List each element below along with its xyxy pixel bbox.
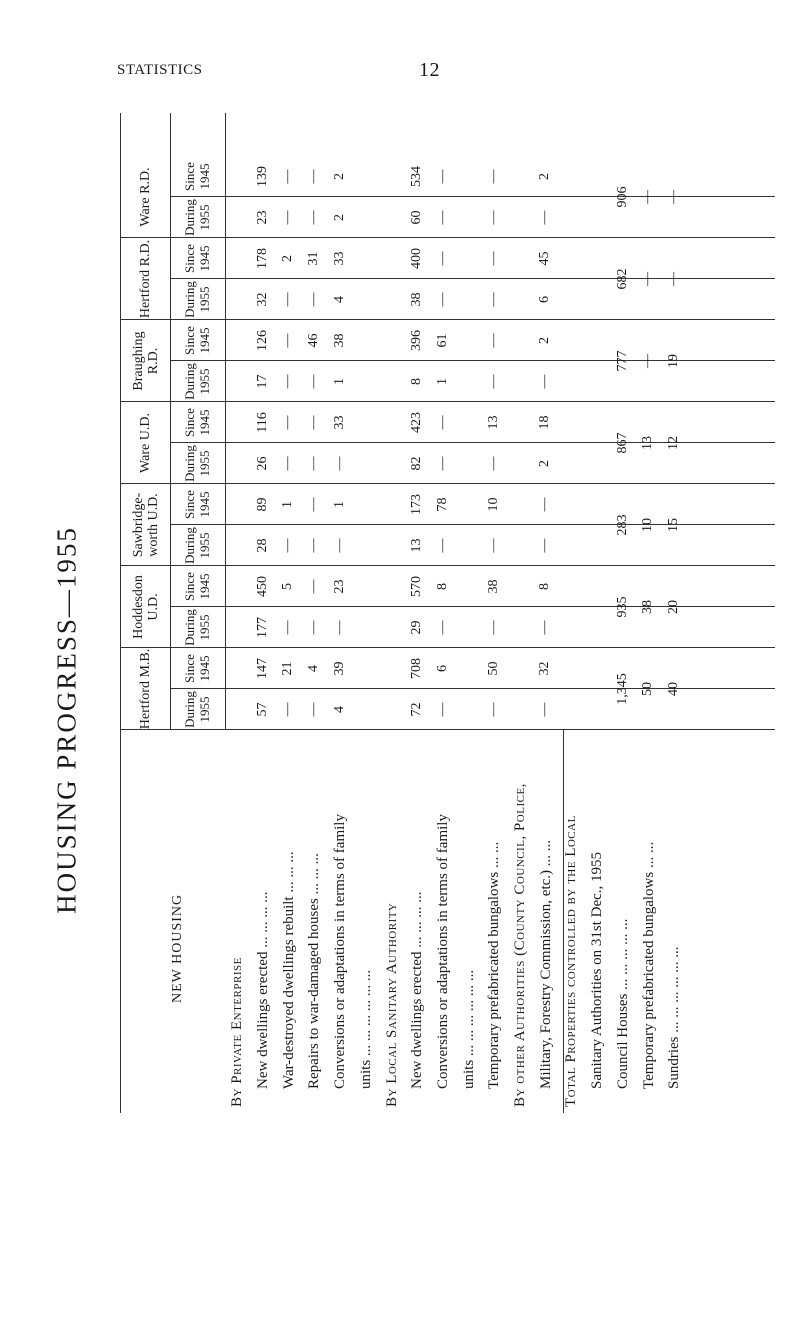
row-label: Sanitary Authorities on 31st Dec., 1955 xyxy=(589,851,606,1089)
table-cell-value: — xyxy=(306,497,322,512)
row-label: New dwellings erected ... ... ... ... xyxy=(409,891,426,1089)
district-name: Ware R.D. xyxy=(138,167,154,227)
table-cell-value: 450 xyxy=(254,576,270,597)
total-value: — xyxy=(665,272,681,286)
table-cell-value: — xyxy=(306,169,322,184)
row-label: Repairs to war-damaged houses ... ... ... xyxy=(306,853,323,1089)
table-cell-value: 4 xyxy=(331,706,347,713)
table-cell-value: — xyxy=(434,292,450,307)
row-label: Council Houses ... ... ... ... ... xyxy=(614,918,631,1089)
table-cell-value: 116 xyxy=(254,412,270,433)
table-cell-value: — xyxy=(486,292,501,307)
table-cell-value: — xyxy=(486,251,501,266)
table-cell-value: — xyxy=(331,538,347,553)
total-value: 20 xyxy=(665,600,681,614)
total-value: 12 xyxy=(665,436,681,450)
row-label: Conversions or adaptations in terms of family xyxy=(434,814,451,1089)
table-cell-value: — xyxy=(486,210,501,225)
total-value: 10 xyxy=(640,518,656,532)
since-1945-header: Since 1945 xyxy=(182,654,212,683)
table-cell-value: 2 xyxy=(537,337,553,344)
table-cell-value: — xyxy=(306,620,322,635)
table-cell-value: — xyxy=(306,415,322,430)
table-cell-value: — xyxy=(331,620,347,635)
section-heading: By Private Enterprise xyxy=(229,957,246,1107)
table-cell-value: 708 xyxy=(408,658,424,679)
table-cell-value: 82 xyxy=(408,456,424,471)
row-label: War-destroyed dwellings rebuilt ... ... ... xyxy=(280,851,297,1089)
total-value: 906 xyxy=(614,186,630,208)
table-cell-value: — xyxy=(486,169,501,184)
during-1955-header: During 1955 xyxy=(182,281,212,318)
total-value: 867 xyxy=(614,432,630,454)
total-value: 13 xyxy=(640,436,656,450)
since-1945-header: Since 1945 xyxy=(182,244,212,273)
table-cell-value: — xyxy=(486,538,501,553)
table-cell-value: 139 xyxy=(254,166,270,187)
table-cell-value: — xyxy=(434,169,450,184)
table-cell-value: 147 xyxy=(254,658,270,679)
row-label: Sundries ... ... ... ... ... ... xyxy=(666,946,683,1089)
row-label: Military, Forestry Commission, etc.) ... ... xyxy=(537,839,554,1089)
table-cell-value: 8 xyxy=(537,583,553,590)
total-value: — xyxy=(640,272,656,286)
table-cell-value: 57 xyxy=(254,702,270,717)
table-cell-value: 45 xyxy=(537,251,553,266)
table-cell-value: 31 xyxy=(306,251,322,266)
during-1955-header: During 1955 xyxy=(182,363,212,400)
row-label: units ... ... ... ... ... ... xyxy=(357,969,374,1089)
total-value: 40 xyxy=(665,682,681,696)
table-cell-value: 570 xyxy=(408,576,424,597)
district-name: Sawbridge-worth U.D. xyxy=(130,492,161,558)
total-value: — xyxy=(665,190,681,204)
table-cell-value: — xyxy=(280,702,296,717)
table-cell-value: 13 xyxy=(486,415,501,430)
total-value: 777 xyxy=(614,350,630,372)
table-cell-value: 178 xyxy=(254,248,270,269)
table-cell-value: — xyxy=(537,210,553,225)
table-cell-value: — xyxy=(306,292,322,307)
total-value: 1,345 xyxy=(614,673,630,705)
table-cell-value: — xyxy=(537,497,553,512)
district-name: Hertford M.B. xyxy=(138,648,154,730)
table-cell-value: 72 xyxy=(408,702,424,717)
table-cell-value: 33 xyxy=(331,415,347,430)
table-cell-value: 50 xyxy=(486,661,501,676)
row-label: New dwellings erected ... ... ... ... xyxy=(255,891,272,1089)
total-value: 19 xyxy=(665,354,681,368)
total-value: — xyxy=(640,190,656,204)
table-cell-value: — xyxy=(280,538,296,553)
table-cell-value: 2 xyxy=(331,173,347,180)
table-cell-value: — xyxy=(280,333,296,348)
table-cell-value: 61 xyxy=(434,333,450,348)
row-label: Temporary prefabricated bungalows ... ... xyxy=(640,841,657,1089)
table-cell-value: — xyxy=(280,620,296,635)
table-cell-value: — xyxy=(434,456,450,471)
table-cell-value: — xyxy=(331,456,347,471)
row-label: units ... ... ... ... ... ... xyxy=(460,969,477,1089)
table-cell-value: 396 xyxy=(408,330,424,351)
table-cell-value: — xyxy=(306,210,322,225)
table-cell-value: 26 xyxy=(254,456,270,471)
table-cell-value: 1 xyxy=(331,378,347,385)
table-cell-value: 60 xyxy=(408,210,424,225)
during-1955-header: During 1955 xyxy=(182,691,212,728)
table-cell-value: 38 xyxy=(408,292,424,307)
during-1955-header: During 1955 xyxy=(182,445,212,482)
housing-table xyxy=(120,113,775,1113)
during-1955-header: During 1955 xyxy=(182,527,212,564)
table-cell-value: — xyxy=(434,620,450,635)
district-name: Hoddesdon U.D. xyxy=(130,575,161,639)
district-name: Hertford R.D. xyxy=(138,239,154,319)
table-cell-value: — xyxy=(537,620,553,635)
table-cell-value: 4 xyxy=(331,296,347,303)
table-cell-value: 8 xyxy=(434,583,450,590)
table-cell-value: — xyxy=(280,456,296,471)
table-cell-value: 2 xyxy=(537,173,553,180)
table-cell-value: 23 xyxy=(331,579,347,594)
table-cell-value: 5 xyxy=(280,583,296,590)
table-cell-value: — xyxy=(486,620,501,635)
table-cell-value: — xyxy=(306,374,322,389)
table-cell-value: 13 xyxy=(408,538,424,553)
table-cell-value: 46 xyxy=(306,333,322,348)
page-number: 12 xyxy=(419,59,440,81)
table-cell-value: 89 xyxy=(254,497,270,512)
table-cell-value: 1 xyxy=(331,501,347,508)
table-cell-value: 33 xyxy=(331,251,347,266)
section-heading: By other Authorities (County Council, Police, xyxy=(512,783,529,1107)
table-cell-value: — xyxy=(486,333,501,348)
table-cell-value: — xyxy=(434,415,450,430)
table-cell-value: 177 xyxy=(254,617,270,638)
table-cell-value: 38 xyxy=(486,579,501,594)
table-cell-value: 4 xyxy=(306,665,322,672)
table-cell-value: 126 xyxy=(254,330,270,351)
table-cell-value: 2 xyxy=(537,460,553,467)
table-cell-value: 1 xyxy=(280,501,296,508)
table-cell-value: — xyxy=(537,702,553,717)
table-cell-value: — xyxy=(306,538,322,553)
table-cell-value: 400 xyxy=(408,248,424,269)
table-cell-value: 28 xyxy=(254,538,270,553)
new-housing-heading: NEW HOUSING xyxy=(170,893,185,1003)
district-name: Ware U.D. xyxy=(138,413,154,473)
total-value: 682 xyxy=(614,268,630,290)
table-cell-value: 78 xyxy=(434,497,450,512)
table-cell-value: 17 xyxy=(254,374,270,389)
table-cell-value: 6 xyxy=(434,665,450,672)
total-value: 50 xyxy=(640,682,656,696)
table-cell-value: — xyxy=(434,702,450,717)
table-cell-value: 173 xyxy=(408,494,424,515)
total-value: — xyxy=(640,354,656,368)
table-cell-value: — xyxy=(306,579,322,594)
table-cell-value: — xyxy=(434,210,450,225)
table-cell-value: — xyxy=(306,702,322,717)
rule-line xyxy=(120,113,121,1113)
total-value: 283 xyxy=(614,514,630,536)
table-cell-value: 8 xyxy=(408,378,424,385)
table-cell-value: 534 xyxy=(408,166,424,187)
since-1945-header: Since 1945 xyxy=(182,408,212,437)
table-cell-value: 23 xyxy=(254,210,270,225)
table-cell-value: 18 xyxy=(537,415,553,430)
rule-line xyxy=(225,113,226,730)
since-1945-header: Since 1945 xyxy=(182,162,212,191)
section-heading: By Local Sanitary Authority xyxy=(383,902,400,1107)
table-cell-value: 32 xyxy=(254,292,270,307)
table-cell-value: 1 xyxy=(434,378,450,385)
table-cell-value: 21 xyxy=(280,661,296,676)
table-cell-value: — xyxy=(280,374,296,389)
table-cell-value: — xyxy=(434,251,450,266)
total-value: 15 xyxy=(665,518,681,532)
row-label: Conversions or adaptations in terms of family xyxy=(332,814,349,1089)
district-name: Braughing R.D. xyxy=(130,331,161,391)
table-cell-value: — xyxy=(486,702,501,717)
table-cell-value: — xyxy=(537,538,553,553)
row-label: Temporary prefabricated bungalows ... ... xyxy=(486,841,503,1089)
during-1955-header: During 1955 xyxy=(182,199,212,236)
table-cell-value: — xyxy=(486,374,501,389)
since-1945-header: Since 1945 xyxy=(182,326,212,355)
since-1945-header: Since 1945 xyxy=(182,490,212,519)
table-cell-value: — xyxy=(486,456,501,471)
table-cell-value: 32 xyxy=(537,661,553,676)
table-cell-value: — xyxy=(434,538,450,553)
table-cell-value: 39 xyxy=(331,661,347,676)
since-1945-header: Since 1945 xyxy=(182,572,212,601)
table-cell-value: 29 xyxy=(408,620,424,635)
table-cell-value: — xyxy=(280,210,296,225)
side-title: HOUSING PROGRESS—1955 xyxy=(51,526,82,914)
rule-line xyxy=(170,113,171,730)
table-cell-value: 10 xyxy=(486,497,501,512)
table-cell-value: — xyxy=(280,415,296,430)
total-value: 38 xyxy=(640,600,656,614)
table-cell-value: — xyxy=(537,374,553,389)
section-heading: Total Properties controlled by the Local xyxy=(563,815,580,1107)
table-cell-value: 38 xyxy=(331,333,347,348)
total-value: 935 xyxy=(614,596,630,618)
table-cell-value: 2 xyxy=(280,255,296,262)
table-cell-value: 6 xyxy=(537,296,553,303)
running-header: STATISTICS xyxy=(117,62,203,78)
table-cell-value: — xyxy=(280,292,296,307)
table-cell-value: — xyxy=(306,456,322,471)
during-1955-header: During 1955 xyxy=(182,609,212,646)
table-cell-value: 423 xyxy=(408,412,424,433)
table-cell-value: — xyxy=(280,169,296,184)
table-cell-value: 2 xyxy=(331,214,347,221)
